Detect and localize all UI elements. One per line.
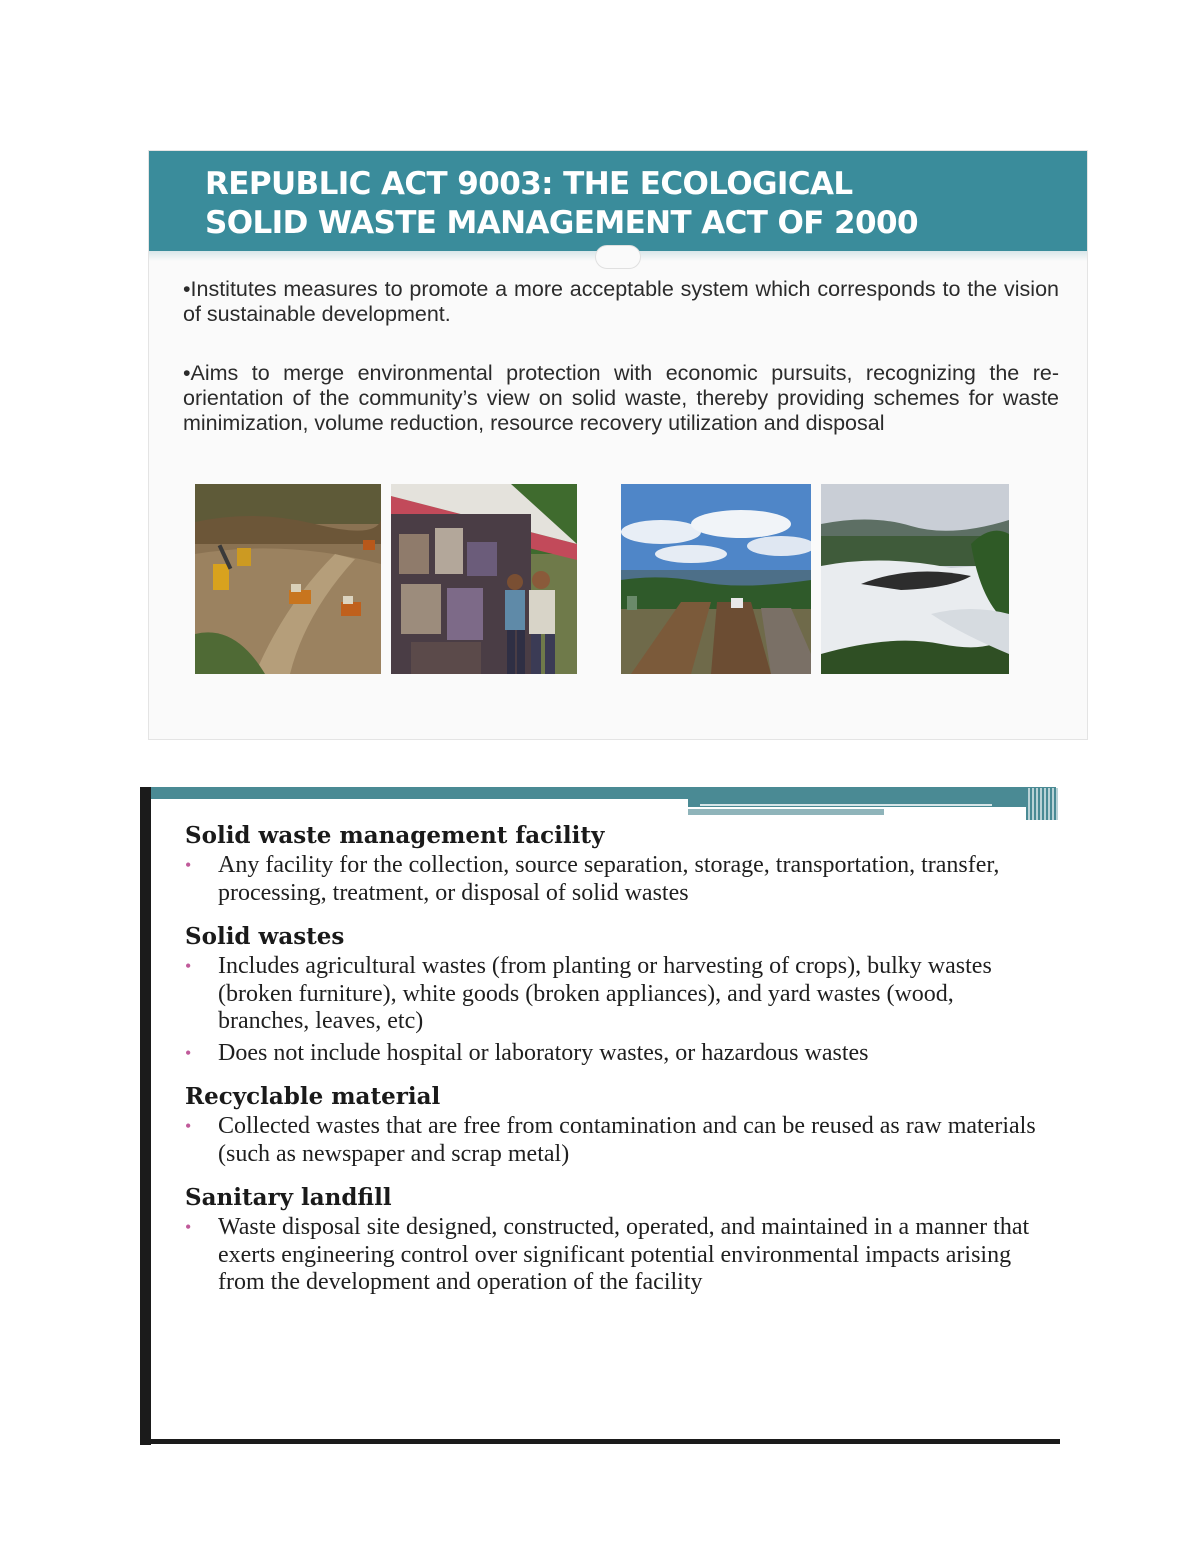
section-title: Sanitary landfill	[185, 1184, 392, 1211]
photo-lined-landfill	[821, 484, 1009, 674]
definitions-content	[185, 823, 1045, 1314]
list-item	[185, 1040, 1045, 1068]
section-title: Solid waste management facility	[185, 822, 605, 849]
bullet-icon: •	[185, 1116, 192, 1136]
bottom-frame-bar	[140, 1439, 1060, 1444]
paragraph-measures: •Institutes measures to promote a more acceptable system which corresponds to the vision of sustainable development.	[183, 277, 1059, 326]
list-item	[185, 953, 1045, 1036]
list-item	[185, 1214, 1045, 1297]
slide-title-banner	[149, 151, 1087, 251]
section-solid-wastes	[185, 924, 1045, 1067]
bullet-text: Collected wastes that are free from contamination and can be reused as raw materials (such as newspaper and scrap metal)	[218, 1113, 1036, 1167]
slide-definitions	[140, 787, 1060, 1445]
slide-title: REPUBLIC ACT 9003: THE ECOLOGICAL SOLID WASTE MANAGEMENT ACT OF 2000	[205, 166, 918, 241]
section-recyclable-material	[185, 1084, 1045, 1168]
title-ornament	[595, 245, 641, 269]
list-item	[185, 1113, 1045, 1168]
photo-excavation-site	[195, 484, 381, 674]
section-solid-waste-management-facility	[185, 823, 1045, 907]
bullet-text: Does not include hospital or laboratory wastes, or hazardous wastes	[218, 1039, 869, 1066]
photo-composting-windrows	[621, 484, 811, 674]
bullet-text: Includes agricultural wastes (from planting or harvesting of crops), bulky wastes (broken furniture), white goods (broken appliances), and yard wastes (wood, branches, leaves, etc)	[218, 953, 992, 1034]
bullet-icon: •	[185, 1042, 192, 1063]
bullet-text: Waste disposal site designed, constructed, operated, and maintained in a manner that exerts engineering control over significant potential environmental impacts arising from the development and operation of the facility	[218, 1214, 1030, 1295]
section-sanitary-landfill	[185, 1185, 1045, 1297]
top-accent-stripes	[1026, 788, 1058, 820]
bullet-icon: •	[185, 956, 192, 976]
bullet-text: Any facility for the collection, source separation, storage, transportation, transfer, processing, treatment, or disposal of solid wastes	[218, 852, 1000, 906]
bullet-icon: •	[185, 1217, 192, 1237]
photo-recycling-shed	[391, 484, 577, 674]
top-accent-band	[151, 787, 1056, 799]
section-title: Recyclable material	[185, 1083, 441, 1110]
paragraph-aims: •Aims to merge environmental protection with economic pursuits, recognizing the re-orientation of the community’s view on solid waste, thereby providing schemes for waste minimization, volume reduction, resource recovery utilization and disposal	[183, 361, 1059, 435]
slide-ra9003	[148, 150, 1088, 740]
section-title: Solid wastes	[185, 923, 345, 950]
bullet-icon: •	[185, 855, 192, 875]
top-accent-line	[700, 804, 992, 806]
left-frame-bar	[140, 787, 151, 1445]
list-item	[185, 852, 1045, 907]
top-accent-band-light	[688, 809, 884, 815]
